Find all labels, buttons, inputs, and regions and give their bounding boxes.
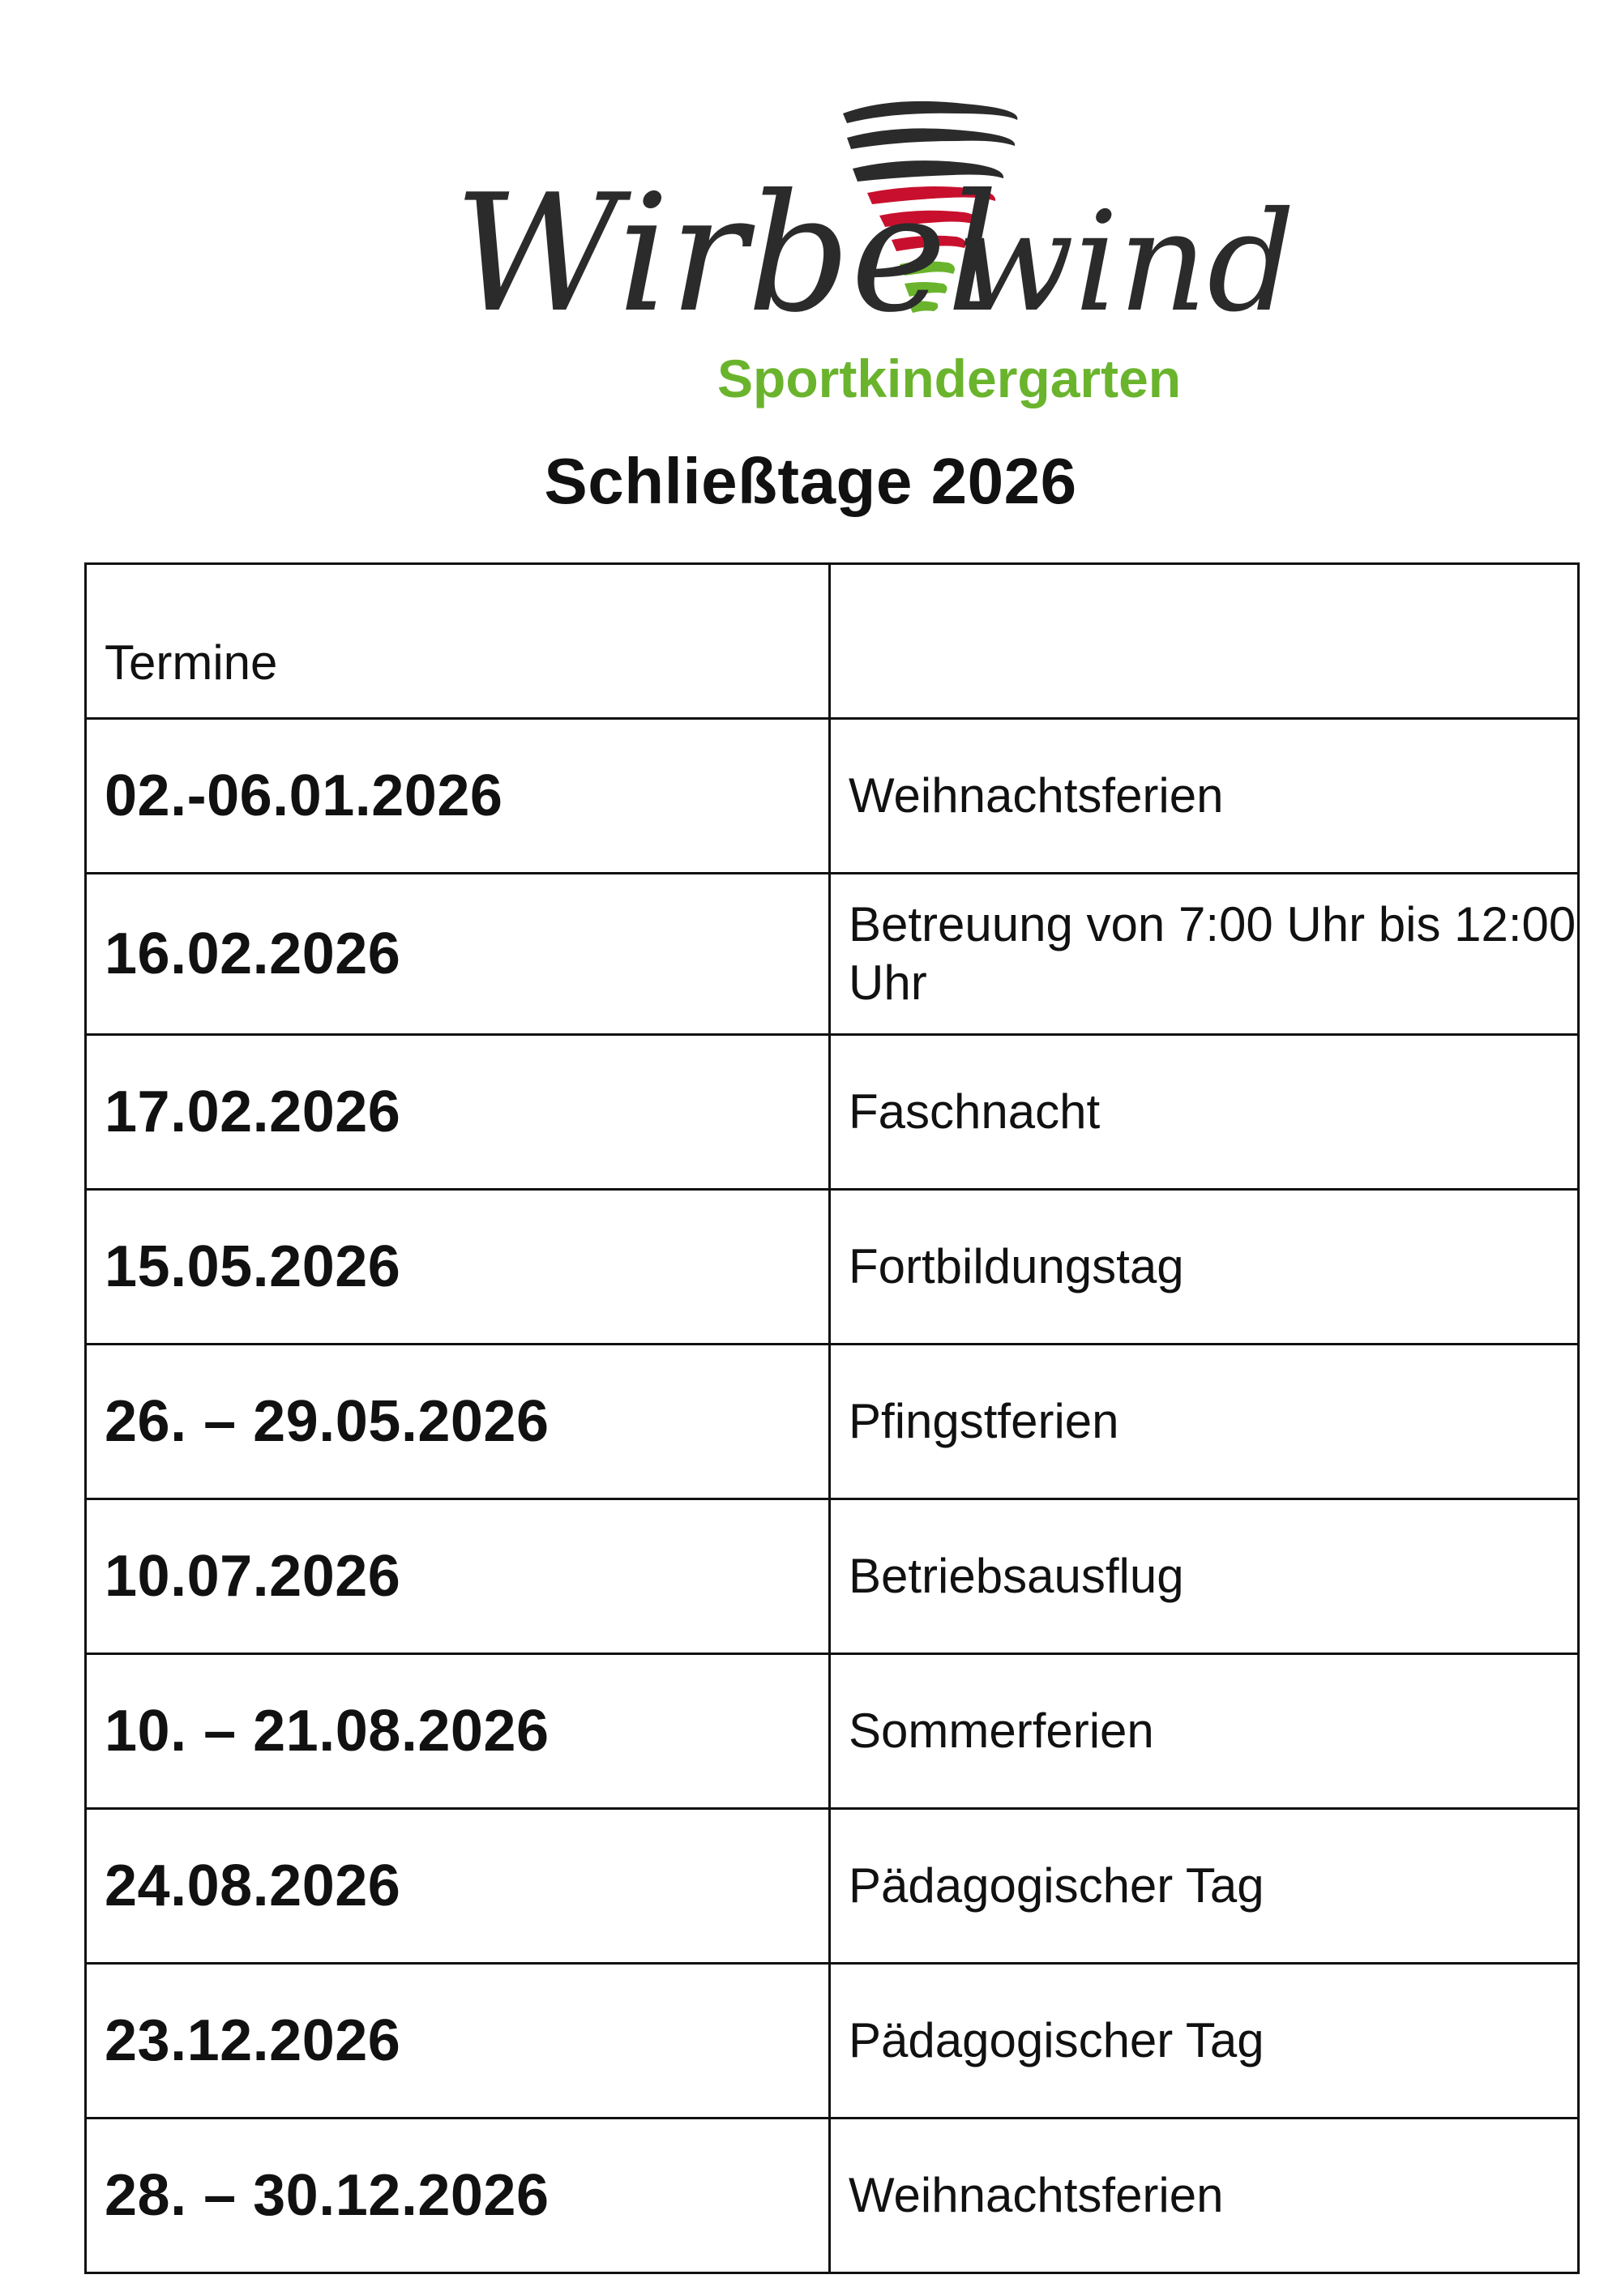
date-cell: 26. – 29.05.2026	[86, 1345, 830, 1499]
date-cell: 10. – 21.08.2026	[86, 1654, 830, 1809]
table-header-dates: Termine	[86, 564, 830, 719]
logo-name-part1: Wirbel	[454, 160, 999, 348]
table-row	[86, 1654, 1579, 1809]
date-cell: 28. – 30.12.2026	[86, 2119, 830, 2273]
logo-name-part2: wind	[956, 182, 1296, 343]
wirbelwind-logo	[438, 89, 1296, 413]
description-cell: Fortbildungstag	[830, 1190, 1579, 1345]
description-cell: Betreuung von 7:00 Uhr bis 12:00 Uhr	[830, 874, 1579, 1035]
description-cell: Sommerferien	[830, 1654, 1579, 1809]
date-cell: 15.05.2026	[86, 1190, 830, 1345]
table-row	[86, 1190, 1579, 1345]
table-row	[86, 1499, 1579, 1654]
date-cell: 24.08.2026	[86, 1809, 830, 1964]
table-row	[86, 1809, 1579, 1964]
description-cell: Betriebsausflug	[830, 1499, 1579, 1654]
table-row	[86, 1035, 1579, 1190]
logo-subtitle: Sportkindergarten	[717, 348, 1182, 408]
date-cell: 17.02.2026	[86, 1035, 830, 1190]
description-cell: Faschnacht	[830, 1035, 1579, 1190]
date-cell: 02.-06.01.2026	[86, 719, 830, 874]
description-cell: Weihnachtsferien	[830, 719, 1579, 874]
date-cell: 23.12.2026	[86, 1964, 830, 2119]
description-cell: Pfingstferien	[830, 1345, 1579, 1499]
table-header-description	[830, 564, 1579, 719]
table-row	[86, 2119, 1579, 2273]
table-row	[86, 1964, 1579, 2119]
description-cell: Weihnachtsferien	[830, 2119, 1579, 2273]
closing-days-table	[84, 562, 1580, 2274]
page-title: Schließtage 2026	[544, 445, 1077, 517]
table-row	[86, 719, 1579, 874]
date-cell: 10.07.2026	[86, 1499, 830, 1654]
date-cell: 16.02.2026	[86, 874, 830, 1035]
table-header-row	[86, 564, 1579, 719]
description-cell: Pädagogischer Tag	[830, 1964, 1579, 2119]
logo-graphic	[438, 89, 1296, 413]
description-cell: Pädagogischer Tag	[830, 1809, 1579, 1964]
table-row	[86, 874, 1579, 1035]
table-row	[86, 1345, 1579, 1499]
